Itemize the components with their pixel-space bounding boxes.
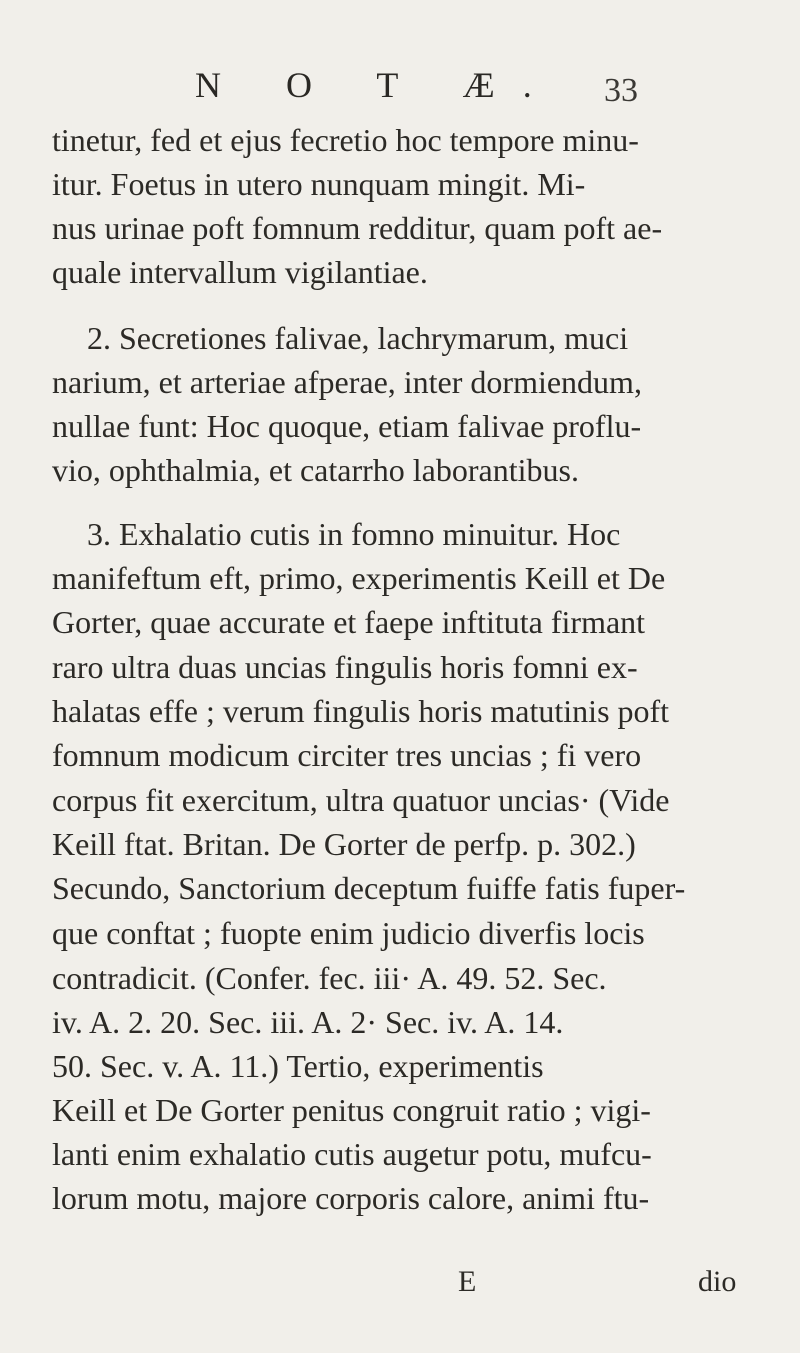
running-head-title: N O T Æ. <box>195 65 560 105</box>
text-line: Secundo, Sanctorium deceptum fuiffe fatis fuper- <box>52 870 686 906</box>
text-line: halatas effe ; verum fingulis horis matutinis poft <box>52 693 670 729</box>
text-line: fomnum modicum circiter tres uncias ; fi vero <box>52 737 642 773</box>
text-line: nus urinae poft fomnum redditur, quam poft ae- <box>52 210 663 246</box>
page-number: 33 <box>604 72 638 109</box>
text-line: vio, ophthalmia, et catarrho laborantibus. <box>52 452 579 488</box>
signature-mark: E <box>458 1265 477 1298</box>
text-line: lanti enim exhalatio cutis augetur potu, mufcu- <box>52 1136 652 1172</box>
text-line: raro ultra duas uncias fingulis horis fomni ex- <box>52 649 638 685</box>
text-line: Gorter, quae accurate et faepe inftituta firmant <box>52 604 646 640</box>
text-line: quale intervallum vigilantiae. <box>52 254 428 290</box>
text-line: contradicit. (Confer. fec. iii· A. 49. 52. Sec. <box>52 960 607 996</box>
catchword: dio <box>698 1265 737 1298</box>
text-line: lorum motu, majore corporis calore, animi ftu- <box>52 1180 650 1216</box>
text-line: 50. Sec. v. A. 11.) Tertio, experimentis <box>52 1048 544 1084</box>
text-line: 2. Secretiones falivae, lachrymarum, muci <box>87 320 629 356</box>
text-line: 3. Exhalatio cutis in fomno minuitur. Hoc <box>87 516 621 552</box>
text-line: Keill ftat. Britan. De Gorter de perfp. p. 302.) <box>52 826 636 862</box>
text-line: iv. A. 2. 20. Sec. iii. A. 2· Sec. iv. A. 14. <box>52 1004 564 1040</box>
text-line: Keill et De Gorter penitus congruit ratio ; vigi- <box>52 1092 651 1128</box>
text-line: itur. Foetus in utero nunquam mingit. Mi- <box>52 166 586 202</box>
text-line: corpus fit exercitum, ultra quatuor uncias· (Vide <box>52 782 670 818</box>
text-line: nullae funt: Hoc quoque, etiam falivae proflu- <box>52 408 642 444</box>
text-line: narium, et arteriae afperae, inter dormiendum, <box>52 364 642 400</box>
running-head <box>0 64 800 114</box>
text-line: manifeftum eft, primo, experimentis Keill et De <box>52 560 666 596</box>
text-line: tinetur, fed et ejus fecretio hoc tempore minu- <box>52 122 639 158</box>
text-line: que conftat ; fuopte enim judicio diverfis locis <box>52 915 645 951</box>
